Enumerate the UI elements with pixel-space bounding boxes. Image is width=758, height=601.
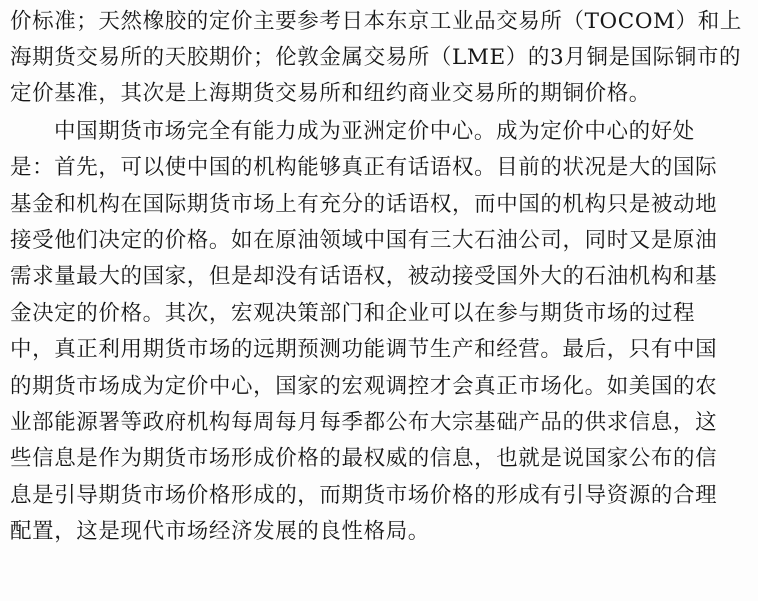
text-line: 的期货市场成为定价中心，国家的宏观调控才会真正市场化。如美国的农: [10, 374, 718, 399]
text-line: 中，真正利用期货市场的远期预测功能调节生产和经营。最后，只有中国: [10, 337, 718, 362]
text-line: 金决定的价格。其次，宏观决策部门和企业可以在参与期货市场的过程: [10, 301, 696, 326]
text-line: 息是引导期货市场价格形成的，而期货市场价格的形成有引导资源的合理: [10, 483, 718, 508]
text-line: 接受他们决定的价格。如在原油领域中国有三大石油公司，同时又是原油: [10, 228, 718, 253]
text-line: 价标准；天然橡胶的定价主要参考日本东京工业品交易所（TOCOM）和上: [10, 9, 742, 34]
text-line: 是：首先，可以使中国的机构能够真正有话语权。目前的状况是大的国际: [10, 155, 718, 180]
text-line: 配置，这是现代市场经济发展的良性格局。: [10, 519, 430, 544]
text-line: 中国期货市场完全有能力成为亚洲定价中心。成为定价中心的好处: [54, 119, 695, 144]
text-line: 定价基准，其次是上海期货交易所和纽约商业交易所的期铜价格。: [10, 81, 651, 106]
text-line: 需求量最大的国家，但是却没有话语权，被动接受国外大的石油机构和基: [10, 264, 718, 289]
text-line: 海期货交易所的天胶期价；伦敦金属交易所（LME）的3月铜是国际铜市的: [10, 45, 742, 70]
text-line: 些信息是作为期货市场形成价格的最权威的信息，也就是说国家公布的信: [10, 446, 718, 471]
text-line: 业部能源署等政府机构每周每月每季都公布大宗基础产品的供求信息，这: [10, 410, 718, 435]
text-line: 基金和机构在国际期货市场上有充分的话语权，而中国的机构只是被动地: [10, 192, 718, 217]
